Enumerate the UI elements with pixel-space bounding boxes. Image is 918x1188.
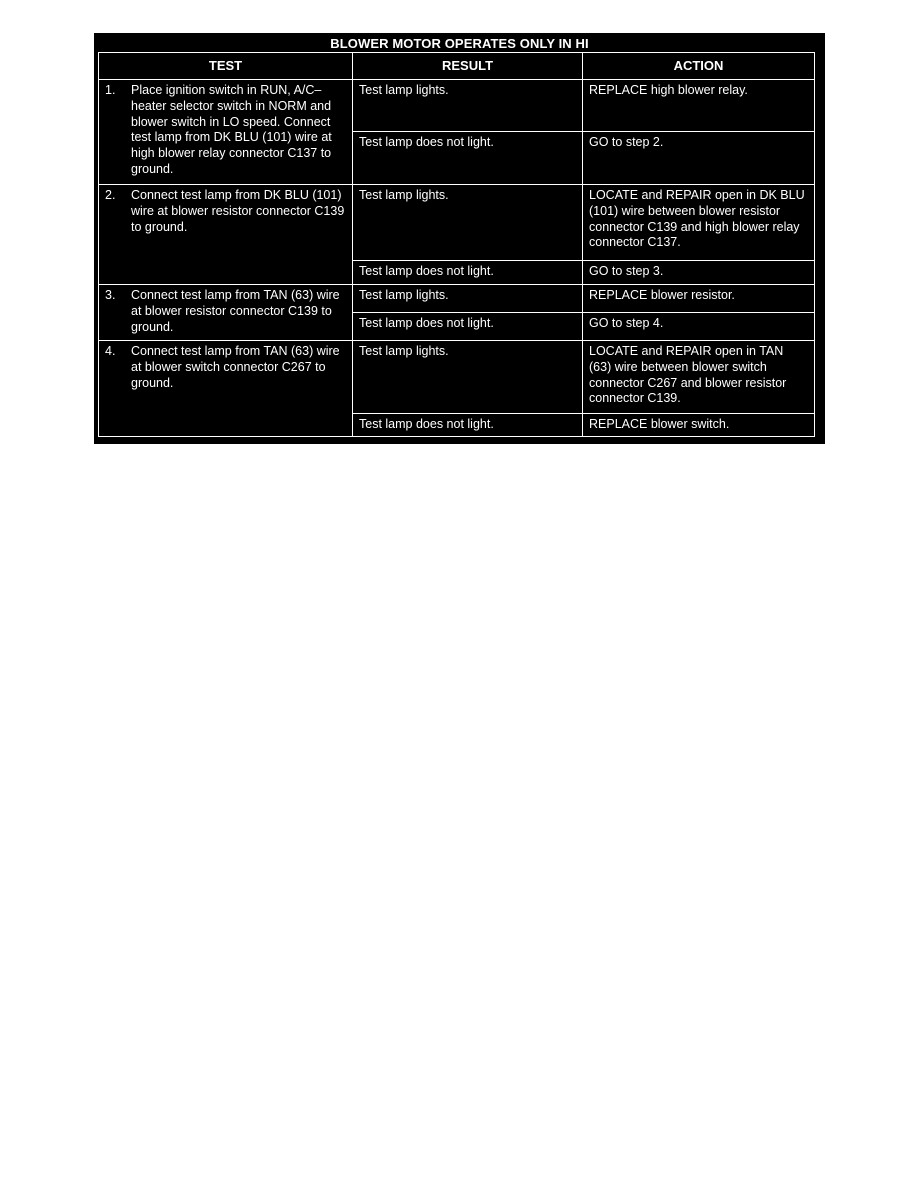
action-cell: GO to step 4. [583,313,815,341]
result-cell: Test lamp does not light. [353,261,583,285]
test-cell [99,185,353,285]
result-cell: Test lamp lights. [353,185,583,261]
table-row [99,185,815,261]
diagnostic-table [98,52,815,437]
result-cell: Test lamp does not light. [353,313,583,341]
test-description: Connect test lamp from DK BLU (101) wire at blower resistor connector C139 to ground. [131,188,345,234]
header-test: TEST [99,53,353,80]
result-cell: Test lamp does not light. [353,414,583,437]
action-cell: GO to step 2. [583,132,815,185]
result-cell: Test lamp does not light. [353,132,583,185]
test-cell [99,285,353,341]
diagnostic-table-panel [94,33,825,444]
result-cell: Test lamp lights. [353,341,583,414]
header-result: RESULT [353,53,583,80]
step-number: 1. [105,83,116,97]
test-description: Place ignition switch in RUN, A/C–heater selector switch in NORM and blower switch in LO speed. Connect test lamp from DK BLU (101) wire at high blower relay connector C137 to ground. [131,83,332,176]
action-cell: REPLACE high blower relay. [583,80,815,132]
result-cell: Test lamp lights. [353,285,583,313]
header-row [99,53,815,80]
header-action: ACTION [583,53,815,80]
test-cell [99,341,353,437]
action-cell: REPLACE blower resistor. [583,285,815,313]
table-row [99,285,815,313]
test-description: Connect test lamp from TAN (63) wire at blower switch connector C267 to ground. [131,344,340,390]
action-cell: REPLACE blower switch. [583,414,815,437]
action-cell: GO to step 3. [583,261,815,285]
result-cell: Test lamp lights. [353,80,583,132]
step-number: 2. [105,188,116,202]
action-cell: LOCATE and REPAIR open in TAN (63) wire between blower switch connector C267 and blower resistor connector C139. [583,341,815,414]
step-number: 4. [105,344,116,358]
table-title: BLOWER MOTOR OPERATES ONLY IN HI [330,36,589,51]
table-row [99,341,815,414]
test-description: Connect test lamp from TAN (63) wire at blower resistor connector C139 to ground. [131,288,340,334]
table-row [99,80,815,132]
step-number: 3. [105,288,116,302]
action-cell: LOCATE and REPAIR open in DK BLU (101) wire between blower resistor connector C139 and high blower relay connector C137. [583,185,815,261]
test-cell [99,80,353,185]
